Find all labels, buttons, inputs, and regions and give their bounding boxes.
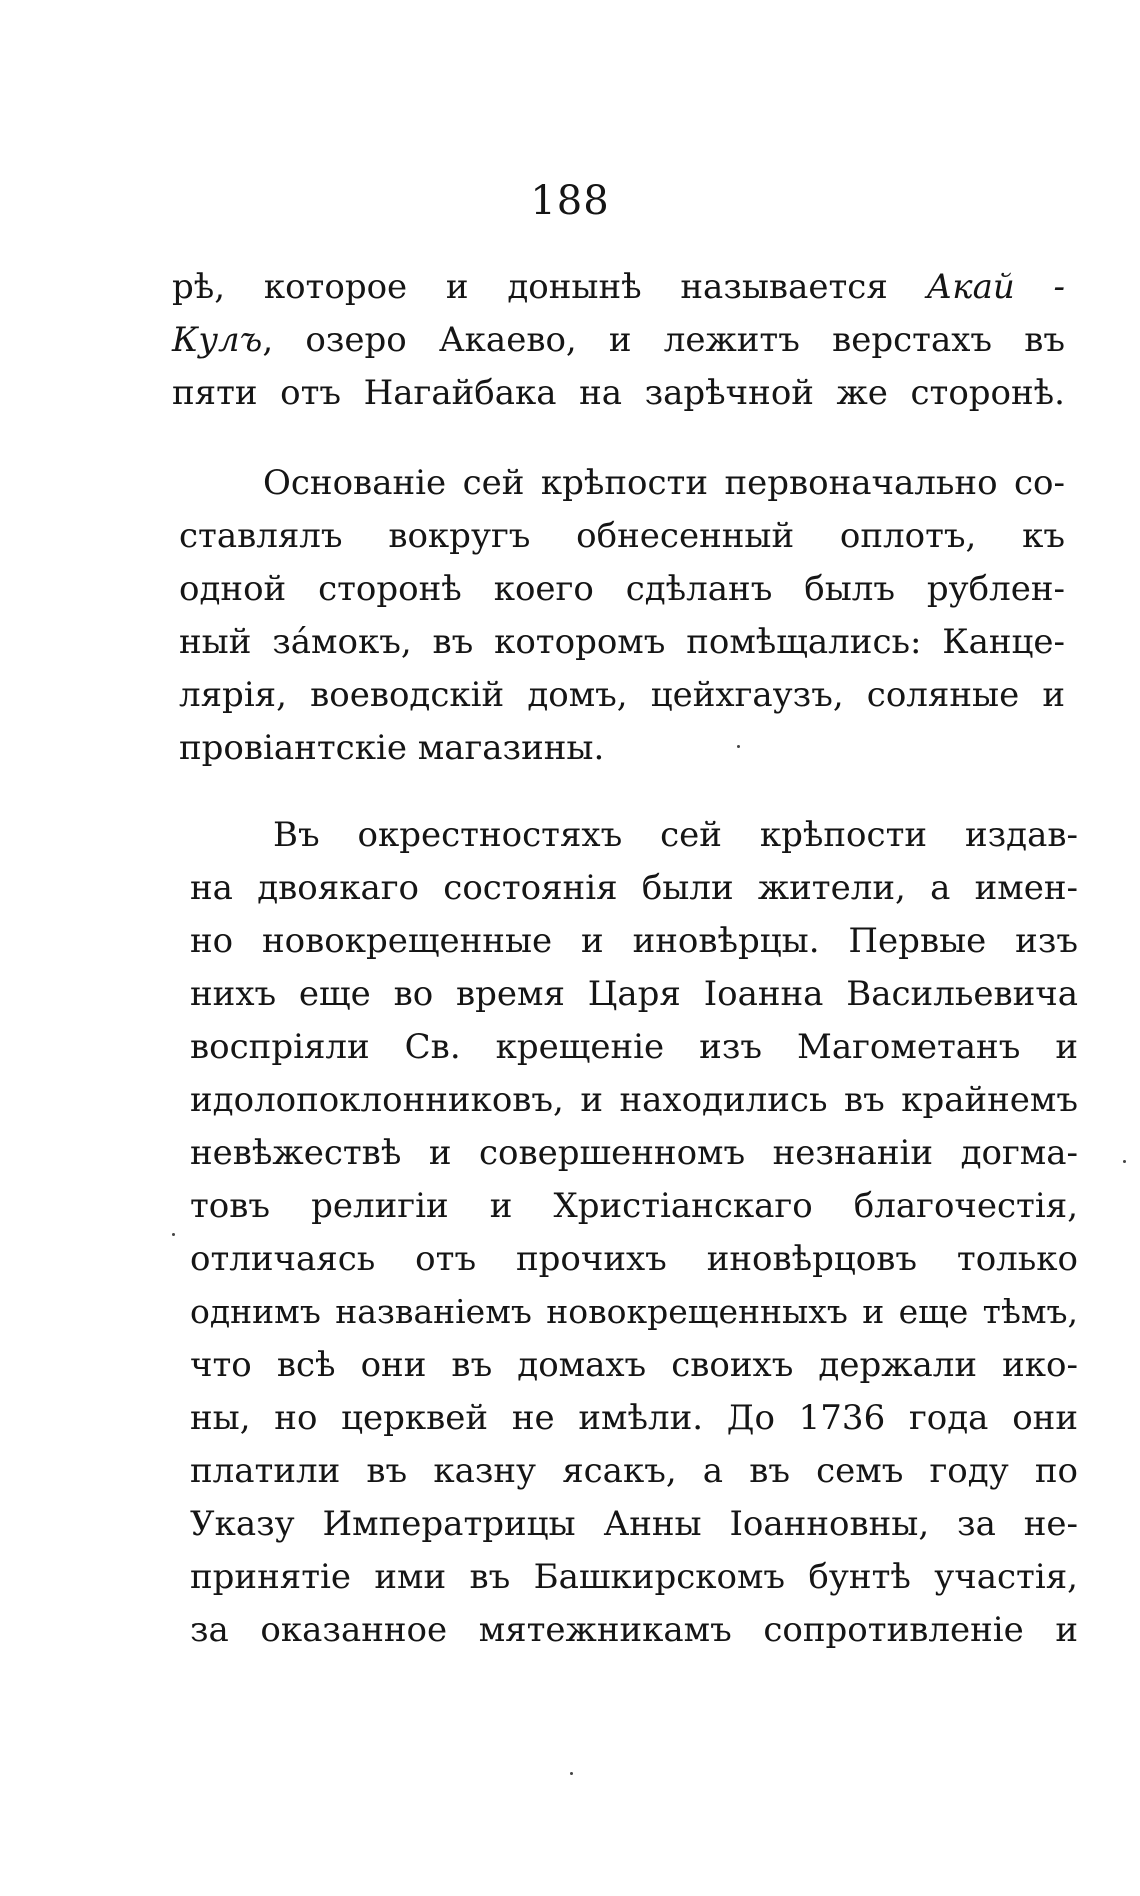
print-speck [1123, 1160, 1126, 1163]
page-number: 188 [530, 178, 610, 224]
text-span: принятіе ими въ Башкирскомъ бунтѣ участія, [190, 1557, 1078, 1597]
text-line [179, 516, 1065, 556]
text-span: одной сторонѣ коего сдѣланъ былъ рублен- [179, 569, 1065, 609]
text-span: , озеро Акаево, и лежитъ верстахъ въ [262, 320, 1065, 360]
text-line [190, 1504, 1078, 1544]
text-span: на двоякаго состоянія были жители, а имен- [190, 868, 1078, 908]
text-line [190, 1080, 1078, 1120]
text-line [190, 1133, 1078, 1173]
text-line [263, 463, 1065, 503]
text-line [190, 1186, 1078, 1226]
text-line [172, 267, 1065, 307]
text-line [190, 1345, 1078, 1385]
text-span: воспріяли Св. крещеніе изъ Магометанъ и [190, 1027, 1078, 1067]
text-line [190, 1398, 1078, 1438]
italic-term: Акай - [926, 267, 1065, 307]
text-line [190, 1292, 1078, 1332]
text-span: но новокрещенные и иновѣрцы. Первые изъ [190, 921, 1078, 961]
text-line [190, 1610, 1078, 1650]
text-span: идолопоклонниковъ, и находились въ крайнемъ [190, 1080, 1078, 1120]
print-speck [172, 1233, 175, 1236]
text-span: Въ окрестностяхъ сей крѣпости издав- [273, 815, 1078, 855]
text-line [190, 921, 1078, 961]
print-speck [570, 1772, 573, 1775]
text-span: платили въ казну ясакъ, а въ семъ году по [190, 1451, 1078, 1491]
text-span: однимъ названіемъ новокрещенныхъ и еще тѣмъ, [190, 1292, 1078, 1331]
text-span: Указу Императрицы Анны Іоанновны, за не- [190, 1504, 1078, 1544]
text-span: лярія, воеводскій домъ, цейхгаузъ, соляные и [179, 675, 1065, 715]
text-span: что всѣ они въ домахъ своихъ держали ико- [190, 1345, 1078, 1385]
text-line [179, 728, 639, 768]
text-line [179, 569, 1065, 609]
text-span: за оказанное мятежникамъ сопротивленіе и [190, 1610, 1078, 1650]
text-span: ный зáмокъ, въ которомъ помѣщались: Канце- [179, 622, 1065, 662]
text-span: Основаніе сей крѣпости первоначально со- [263, 463, 1065, 503]
text-span: товъ религіи и Христіанскаго благочестія, [190, 1186, 1078, 1226]
text-span: ставлялъ вокругъ обнесенный оплотъ, къ [179, 516, 1065, 556]
text-span: отличаясь отъ прочихъ иновѣрцовъ только [190, 1239, 1078, 1279]
text-line [172, 320, 1065, 360]
text-line [179, 622, 1065, 662]
text-span: рѣ, которое и донынѣ называется [172, 267, 927, 307]
text-line [179, 675, 1065, 715]
text-line [190, 1557, 1078, 1597]
text-span: невѣжествѣ и совершенномъ незнаніи догма- [190, 1133, 1078, 1173]
text-line [273, 815, 1078, 855]
text-line [190, 1451, 1078, 1491]
italic-term: Кулъ [172, 320, 263, 360]
text-span: пяти отъ Нагайбака на зарѣчной же сторонѣ. [172, 373, 1065, 413]
text-line [190, 1239, 1078, 1279]
text-line [172, 373, 1065, 413]
text-line [190, 868, 1078, 908]
print-speck [737, 745, 740, 748]
text-line [190, 974, 1078, 1014]
text-span: нихъ еще во время Царя Іоанна Васильевича [190, 974, 1078, 1014]
text-span: ны, но церквей не имѣли. До 1736 года они [190, 1398, 1078, 1438]
text-line [190, 1027, 1078, 1067]
text-span: провіантскіе магазины. [179, 728, 605, 768]
